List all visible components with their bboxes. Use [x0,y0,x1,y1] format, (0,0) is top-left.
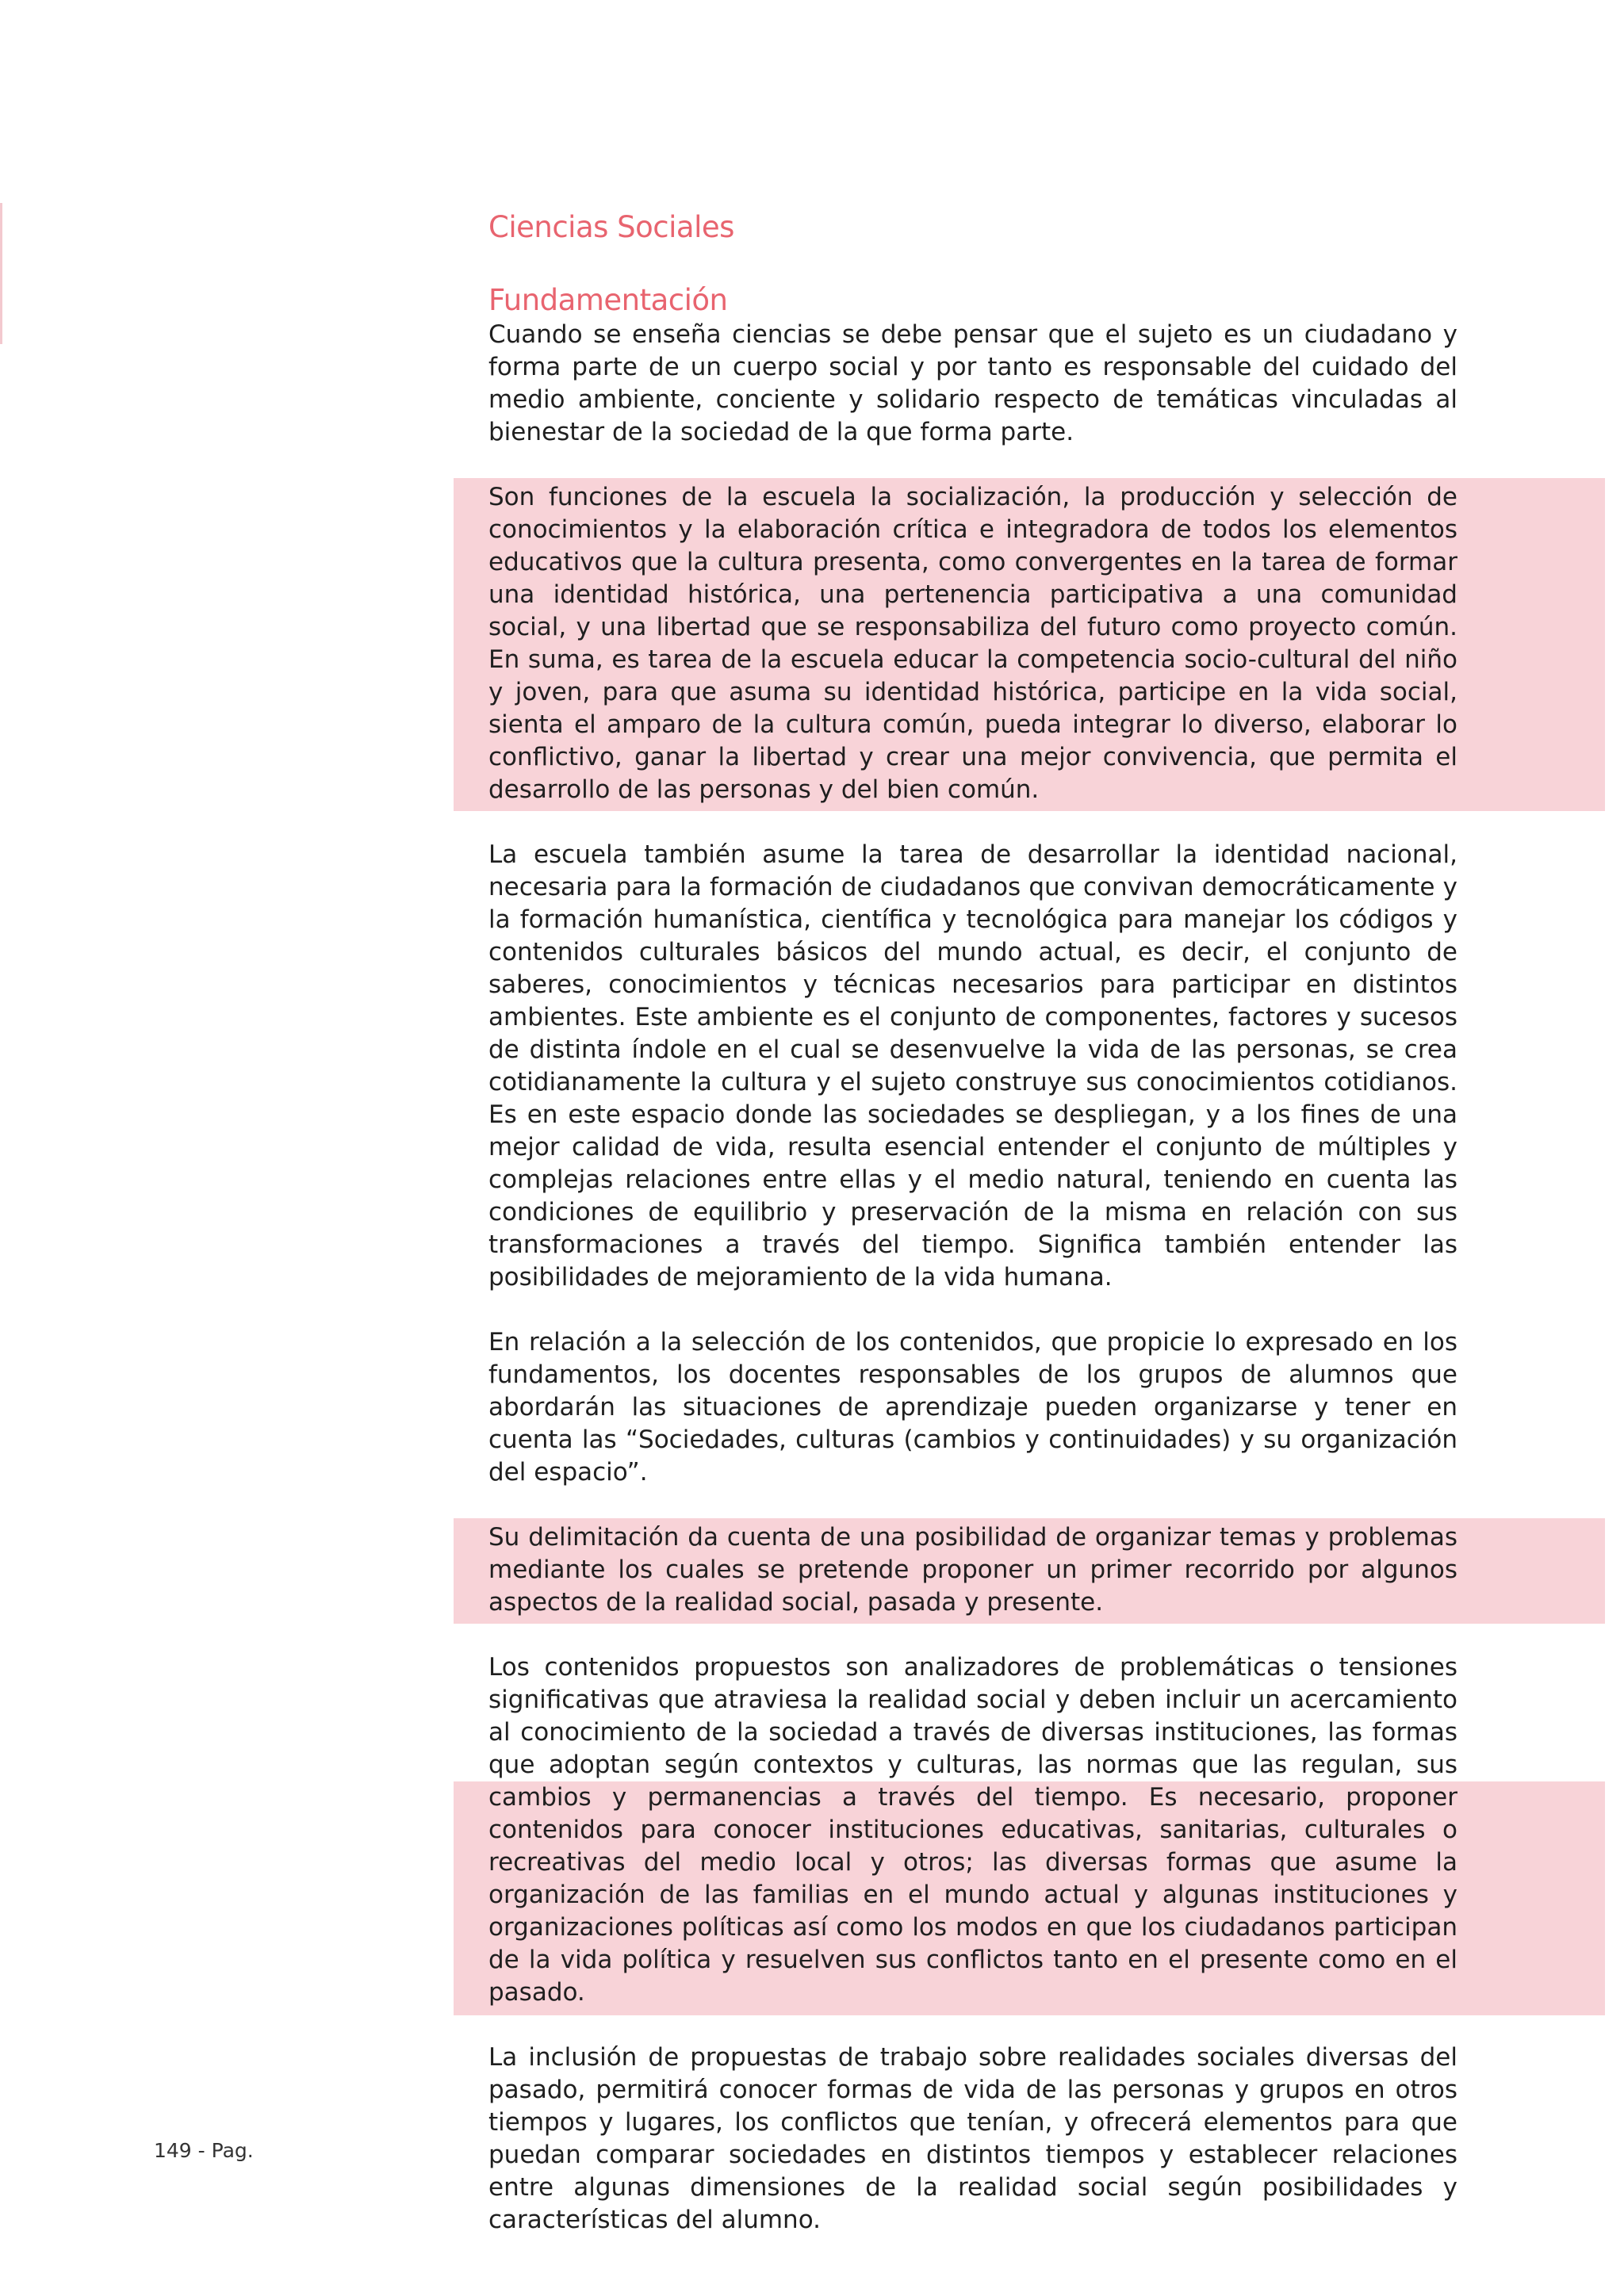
paragraph-1: Cuando se enseña ciencias se debe pensar que el sujeto es un ciudadano y forma parte de un cuerpo social y por tanto es responsable del cuidado del medio ambiente, conciente y solidario respecto de temáticas vinculadas al bienestar de la sociedad de la que forma parte. [488,320,1457,446]
paragraph-4: En relación a la selección de los contenidos, que propicie lo expresado en los fundamentos, los docentes responsables de los grupos de alumnos que abordarán las situaciones de aprendizaje pueden organizarse y tener en cuenta las “Sociedades, culturas (cambios y continuidades) y su organización del espacio”. [488,1327,1457,1487]
paragraph-6 [488,1651,1457,2009]
paragraph-7: La inclusión de propuestas de trabajo sobre realidades sociales diversas del pasado, permitirá conocer formas de vida de las personas y grupos en otros tiempos y lugares, los conflictos que tenían, y ofrecerá elementos para que puedan comparar sociedades en distintos tiempos y establecer relaciones entre algunas dimensiones de la realidad social según posibilidades y características del alumno. [488,2042,1457,2234]
section-subtitle: Fundamentación [488,283,728,318]
page-content [488,210,1457,2237]
page-number: 149 - Pag. [154,2139,254,2162]
paragraph-2-highlighted: Son funciones de la escuela la socialización, la producción y selección de conocimientos y la elaboración crítica e integradora de todos los elementos educativos que la cultura presenta, como convergentes en la tarea de formar una identidad histórica, una pertenencia participativa a una comunidad social, y una libertad que se responsabiliza del futuro como proyecto común. En suma, es tarea de la escuela educar la competencia socio-cultural del niño y joven, para que asuma su identidad histórica, participe en la vida social, sienta el amparo de la cultura común, pueda integrar lo diverso, elaborar lo conflictivo, ganar la libertad y crear una mejor convivencia, que permita el desarrollo de las personas y del bien común. [488,481,1457,806]
edge-marker [0,203,2,344]
paragraph-6-text: Los contenidos propuestos son analizadores de problemáticas o tensiones significativas que atraviesa la realidad social y deben incluir un acercamiento al conocimiento de la sociedad a través de diversas instituciones, las formas que adoptan según contextos y culturas, las normas que las regulan, sus cambios y permanencias a través del tiempo. [488,1652,1457,1812]
paragraph-5-highlighted: Su delimitación da cuenta de una posibilidad de organizar temas y problemas mediante los cuales se pretende proponer un primer recorrido por algunos aspectos de la realidad social, pasada y presente. [488,1521,1457,1619]
section-title: Ciencias Sociales [488,210,734,244]
paragraph-6-highlighted-text: Es necesario, proponer contenidos para conocer instituciones educativas, sanitarias, culturales o recreativas del medio local y otros; las diversas formas que asume la organización de las familias en el mundo actual y algunas instituciones y organizaciones políticas así como los modos en que los ciudadanos participan de la vida política y resuelven sus conflictos tanto en el presente como en el pasado. [488,1782,1457,2007]
paragraph-3: La escuela también asume la tarea de desarrollar la identidad nacional, necesaria para la formación de ciudadanos que convivan democráticamente y la formación humanística, científica y tecnológica para manejar los códigos y contenidos culturales básicos del mundo actual, es decir, el conjunto de saberes, conocimientos y técnicas necesarios para participar en distintos ambientes. Este ambiente es el conjunto de componentes, factores y sucesos de distinta índole en el cual se desenvuelve la vida de las personas, se crea cotidianamente la cultura y el sujeto construye sus conocimientos cotidianos. Es en este espacio donde las sociedades se despliegan, y a los fines de una mejor calidad de vida, resulta esencial entender el conjunto de múltiples y complejas relaciones entre ellas y el medio natural, teniendo en cuenta las condiciones de equilibrio y preservación de la misma en relación con sus transformaciones a través del tiempo. Significa también entender las posibilidades de mejoramiento de la vida humana. [488,840,1457,1292]
